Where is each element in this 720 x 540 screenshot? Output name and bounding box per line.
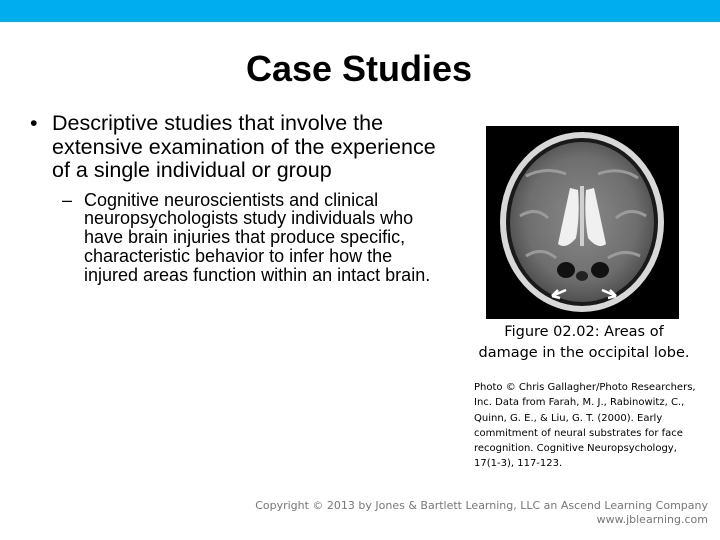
bullet-item — [30, 112, 450, 183]
brain-scan-image — [486, 126, 679, 319]
bullet-text: Descriptive studies that involve the extensive examination of the experience of a single individual or group — [52, 111, 436, 182]
caption-line-1: Figure 02.02: Areas of — [504, 324, 664, 340]
top-accent-bar — [0, 0, 720, 22]
figure-caption — [474, 322, 694, 364]
slide-title: Case Studies — [245, 48, 473, 89]
caption-line-2: damage in the occipital lobe. — [478, 345, 690, 361]
brain-scan-illustration — [486, 126, 679, 319]
publisher-url: www.jblearning.com — [596, 513, 708, 526]
bullet-marker: • — [30, 111, 38, 135]
slide-body — [30, 112, 450, 284]
photo-credit: Photo © Chris Gallagher/Photo Researchers, Inc. Data from Farah, M. J., Rabinowitz, C., Quinn, G. E., & Liu, G. T. (2000). Early commitment of neural substrates for face recognition. Cognitive Neuropsychology, 17(1-3), 117-123. — [474, 382, 696, 470]
sub-bullet-item — [62, 191, 434, 285]
copyright-footer — [255, 499, 708, 527]
copyright-text: Copyright © 2013 by Jones & Bartlett Learning, LLC an Ascend Learning Company — [255, 499, 708, 512]
sub-bullet-text: Cognitive neuroscientists and clinical neuropsychologists study individuals who have brain injuries that produce specific, characteristic behavior to infer how the injured areas function within an intact brain. — [84, 189, 431, 285]
sub-bullet-marker: – — [62, 189, 73, 210]
